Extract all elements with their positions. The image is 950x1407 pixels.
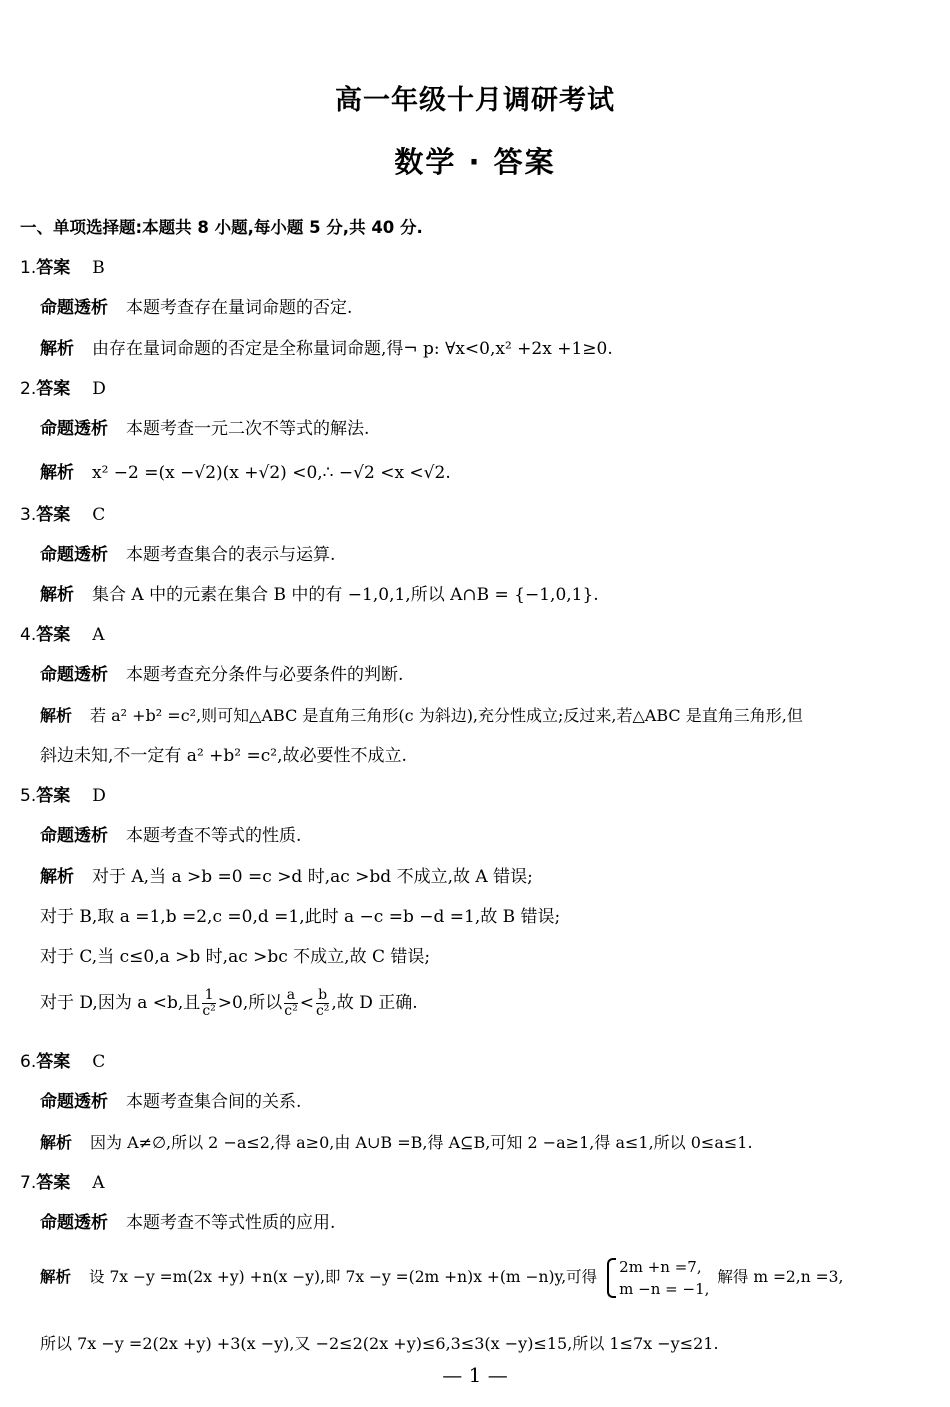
solution-label: 解析 [40,867,74,887]
analysis-label: 命题透析 [40,545,108,565]
question-number: 5. [20,786,37,806]
answer-value: D [92,786,106,806]
answer-label: 答案 [36,505,71,525]
analysis-label: 命题透析 [40,826,108,846]
question-6-solution [40,1131,753,1155]
frac-num: 1 [202,988,215,1004]
answer-label: 答案 [36,786,71,806]
system-eq-2: m −n = −1, [619,1280,710,1298]
analysis-label: 命题透析 [40,665,108,685]
answer-value: A [92,1173,105,1193]
frac-num: a [284,988,297,1004]
question-3-solution [40,583,599,607]
answer-value: A [92,625,105,645]
question-6-answer [20,1050,105,1074]
solution-label: 解析 [40,585,74,605]
solution-text: 设 7x −y =m(2x +y) +n(x −y),即 7x −y =(2m +n)x +(m −n)y,可得 [89,1268,598,1286]
analysis-text: 本题考查不等式性质的应用. [126,1213,336,1233]
solution-label: 解析 [40,1133,73,1152]
analysis-text: 本题考查集合间的关系. [126,1092,302,1112]
solution-text: 由存在量词命题的否定是全称量词命题,得¬ p: ∀x<0,x² +2x +1≥0. [92,339,613,359]
solution-text: 集合 A 中的元素在集合 B 中的有 −1,0,1,所以 A∩B = {−1,0,1}. [92,585,599,605]
frac-den: c² [284,1003,298,1019]
question-number: 4. [20,625,37,645]
answer-label: 答案 [36,379,71,399]
solution-label: 解析 [40,1268,72,1286]
answer-value: C [92,505,106,525]
question-1-solution [40,337,613,361]
question-4-analysis [40,663,403,687]
section-heading: 一、单项选择题:本题共 8 小题,每小题 5 分,共 40 分. [20,218,423,237]
question-7-analysis [40,1211,335,1235]
answer-label: 答案 [36,1173,71,1193]
analysis-text: 本题考查集合的表示与运算. [126,545,336,565]
question-2-answer [20,377,106,401]
analysis-label: 命题透析 [40,1092,108,1112]
question-6-analysis [40,1090,301,1114]
question-5-solution-d [40,988,418,1019]
solution-text: 因为 A≠∅,所以 2 −a≤2,得 a≥0,由 A∪B =B,得 A⊆B,可知 2 −a≥1,得 a≤1,所以 0≤a≤1. [90,1133,753,1152]
answer-value: C [92,1052,106,1072]
solution-text: 对于 A,当 a >b =0 =c >d 时,ac >bd 不成立,故 A 错误; [92,867,533,887]
analysis-text: 本题考查存在量词命题的否定. [126,298,353,318]
question-3-answer [20,503,105,527]
question-number: 1. [20,258,37,278]
answer-label: 答案 [36,258,71,278]
answer-value: B [92,258,105,278]
question-number: 7. [20,1173,37,1193]
solution-label: 解析 [40,706,73,725]
answer-label: 答案 [36,1052,71,1072]
answer-value: D [92,379,106,399]
question-number: 2. [20,379,37,399]
analysis-text: 本题考查一元二次不等式的解法. [126,419,370,439]
question-7-solution-cont: 所以 7x −y =2(2x +y) +3(x −y),又 −2≤2(2x +y)≤6,3≤3(x −y)≤15,所以 1≤7x −y≤21. [40,1334,719,1353]
solution-text-post: 解得 m =2,n =3, [717,1268,844,1286]
page-subtitle: 数学 · 答案 [394,145,556,179]
page-number: — 1 — [442,1363,508,1387]
question-1-analysis [40,296,352,320]
analysis-text: 本题考查充分条件与必要条件的判断. [126,665,404,685]
analysis-label: 命题透析 [40,298,108,318]
solution-text: x² −2 =(x −√2)(x +√2) <0,∴ −√2 <x <√2. [92,463,451,483]
question-7-solution [40,1256,843,1300]
question-5-analysis [40,824,301,848]
d-mid1: >0,所以 [217,993,283,1013]
analysis-label: 命题透析 [40,419,108,439]
question-7-answer [20,1171,105,1195]
question-1-answer [20,256,105,280]
analysis-label: 命题透析 [40,1213,108,1233]
d-mid2: < [299,993,314,1013]
analysis-text: 本题考查不等式的性质. [126,826,302,846]
answer-label: 答案 [36,625,71,645]
solution-label: 解析 [40,339,74,359]
d-pre: 对于 D,因为 a <b,且 [40,993,201,1013]
question-number: 3. [20,505,37,525]
question-5-solution-b: 对于 B,取 a =1,b =2,c =0,d =1,此时 a −c =b −d =1,故 B 错误; [40,907,561,927]
solution-label: 解析 [40,463,74,483]
frac-num: b [316,988,329,1004]
question-3-analysis [40,543,335,567]
solution-text: 若 a² +b² =c²,则可知△ABC 是直角三角形(c 为斜边),充分性成立;反过来,若△ABC 是直角三角形,但 [90,706,803,725]
question-4-answer [20,623,105,647]
fraction-b-over-c2 [316,988,329,1019]
question-5-solution-c: 对于 C,当 c≤0,a >b 时,ac >bc 不成立,故 C 错误; [40,947,431,967]
question-2-analysis [40,417,369,441]
page-title: 高一年级十月调研考试 [335,85,615,116]
question-5-answer [20,784,106,808]
question-4-solution [40,704,803,728]
system-eq-1: 2m +n =7, [619,1258,702,1276]
equation-system [605,1256,709,1300]
fraction-one-over-c2 [202,988,215,1019]
question-5-solution [40,865,533,889]
frac-den: c² [202,1003,216,1019]
question-4-solution-cont: 斜边未知,不一定有 a² +b² =c²,故必要性不成立. [40,746,407,766]
frac-den: c² [315,1003,330,1019]
d-post: ,故 D 正确. [331,993,418,1013]
question-2-solution [40,461,451,485]
fraction-a-over-c2 [284,988,297,1019]
question-number: 6. [20,1052,37,1072]
